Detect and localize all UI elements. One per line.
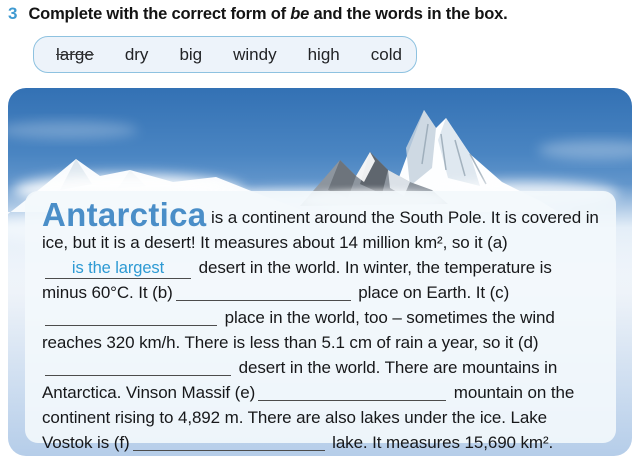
passage-text: mountain on the continent rising to 4,892 m. There are also lakes under the ice. Lake Vostok is (f) — [42, 383, 575, 452]
word-box-item: high — [307, 44, 340, 64]
antarctica-photo — [8, 88, 632, 456]
word-box-item: cold — [370, 44, 402, 64]
word-box — [33, 36, 417, 73]
blank-d — [45, 358, 231, 376]
exercise-number: 3 — [8, 4, 18, 23]
word-box-item: windy — [233, 44, 277, 64]
passage-text: lake. It measures 15,690 km². — [327, 433, 554, 452]
word-box-item: big — [179, 44, 203, 64]
instruction-text-pre: Complete with the correct form of — [28, 5, 291, 23]
passage-text: is a continent around the South Pole. It is covered in ice, but it is a desert! It measures about 14 million km², so it (a) — [42, 208, 599, 252]
blank-b — [176, 283, 351, 301]
blank-e — [258, 383, 446, 401]
blank-c — [45, 308, 217, 326]
word-box-item: dry — [124, 44, 149, 64]
blank-a-answer: is the largest — [71, 259, 165, 277]
instruction-text-post: and the words in the box. — [309, 5, 508, 23]
passage-title: Antarctica — [42, 196, 207, 233]
word-box-item: large — [56, 44, 94, 64]
instruction-word-be: be — [290, 5, 310, 23]
passage-text: desert in the world. There are mountains in Antarctica. Vinson Massif (e) — [42, 358, 558, 402]
passage-text: place on Earth. It (c) — [353, 283, 510, 302]
passage-text: desert in the world. In winter, the temperature is minus 60°C. It (b) — [42, 258, 552, 302]
blank-a — [45, 258, 191, 279]
exercise-instruction — [28, 5, 507, 24]
passage-card — [25, 191, 616, 452]
blank-f — [133, 433, 325, 451]
exercise-header — [8, 4, 632, 24]
passage-text: place in the world, too – sometimes the wind reaches 320 km/h. There is less than 5.1 cm of rain a year, so it (d) — [42, 308, 555, 352]
